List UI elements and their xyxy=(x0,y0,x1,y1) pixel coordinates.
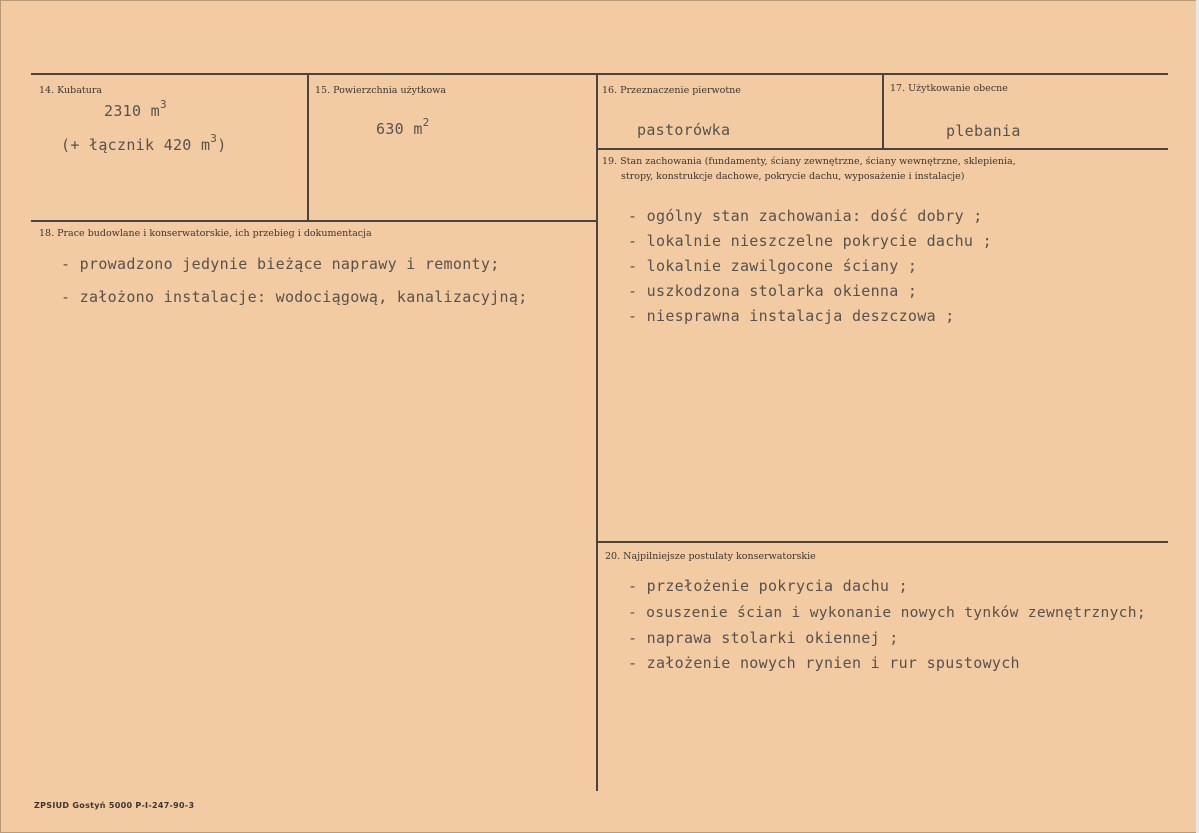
field-17-value: plebania xyxy=(946,122,1021,140)
field-14-value xyxy=(104,98,167,120)
field-19-item: - ogólny stan zachowania: dość dobry ; xyxy=(628,207,983,225)
field-19-item: - uszkodzona stolarka okienna ; xyxy=(628,282,918,300)
center-divider xyxy=(596,73,598,791)
printer-imprint: ZPSIUD Gostyń 5000 P-I-247-90-3 xyxy=(34,801,195,810)
field-15-value xyxy=(376,116,430,138)
field-19-label-continued: stropy, konstrukcje dachowe, pokrycie dachu, wyposażenie i instalacje) xyxy=(621,171,965,182)
top-rule xyxy=(31,73,1168,75)
field-20-item: - założenie nowych rynien i rur spustowych xyxy=(628,654,1020,672)
field-14-connector-volume: (+ łącznik 420 m xyxy=(61,136,211,154)
rule-above-20 xyxy=(597,541,1168,543)
field-14-connector-value xyxy=(61,132,227,154)
field-19-item: - lokalnie nieszczelne pokrycie dachu ; xyxy=(628,232,992,250)
divider-16-17 xyxy=(882,73,884,149)
field-15-label: 15. Powierzchnia użytkowa xyxy=(315,85,447,96)
field-18-label: 18. Prace budowlane i konserwatorskie, ich przebieg i dokumentacja xyxy=(39,228,372,239)
field-19-item: - lokalnie zawilgocone ściany ; xyxy=(628,257,918,275)
rule-under-14-15 xyxy=(31,220,597,222)
field-18-item: - prowadzono jedynie bieżące naprawy i remonty; xyxy=(61,255,500,273)
field-19-label: 19. Stan zachowania (fundamenty, ściany zewnętrzne, ściany wewnętrzne, sklepienia, xyxy=(602,156,1016,167)
field-15-area: 630 m xyxy=(376,120,423,138)
field-14-unit-exponent: 3 xyxy=(160,98,167,111)
field-14-connector-exponent: 3 xyxy=(210,132,218,145)
field-16-value: pastorówka xyxy=(637,121,731,139)
field-14-label: 14. Kubatura xyxy=(39,85,103,96)
field-14-volume: 2310 m xyxy=(104,102,160,120)
field-18-item: - założono instalacje: wodociągową, kanalizacyjną; xyxy=(61,288,528,306)
field-15-unit-exponent: 2 xyxy=(422,116,430,129)
field-14-connector-close: ) xyxy=(217,136,227,154)
field-20-item: - osuszenie ścian i wykonanie nowych tynków zewnętrznych; xyxy=(628,604,1146,621)
field-20-item: - przełożenie pokrycia dachu ; xyxy=(628,577,908,595)
divider-14-15 xyxy=(307,73,309,221)
field-20-item: - naprawa stolarki okiennej ; xyxy=(628,629,899,647)
field-19-item: - niesprawna instalacja deszczowa ; xyxy=(628,307,955,325)
field-17-label: 17. Użytkowanie obecne xyxy=(890,83,1008,94)
field-16-label: 16. Przeznaczenie pierwotne xyxy=(602,85,741,96)
field-20-label: 20. Najpilniejsze postulaty konserwatorskie xyxy=(605,551,816,562)
